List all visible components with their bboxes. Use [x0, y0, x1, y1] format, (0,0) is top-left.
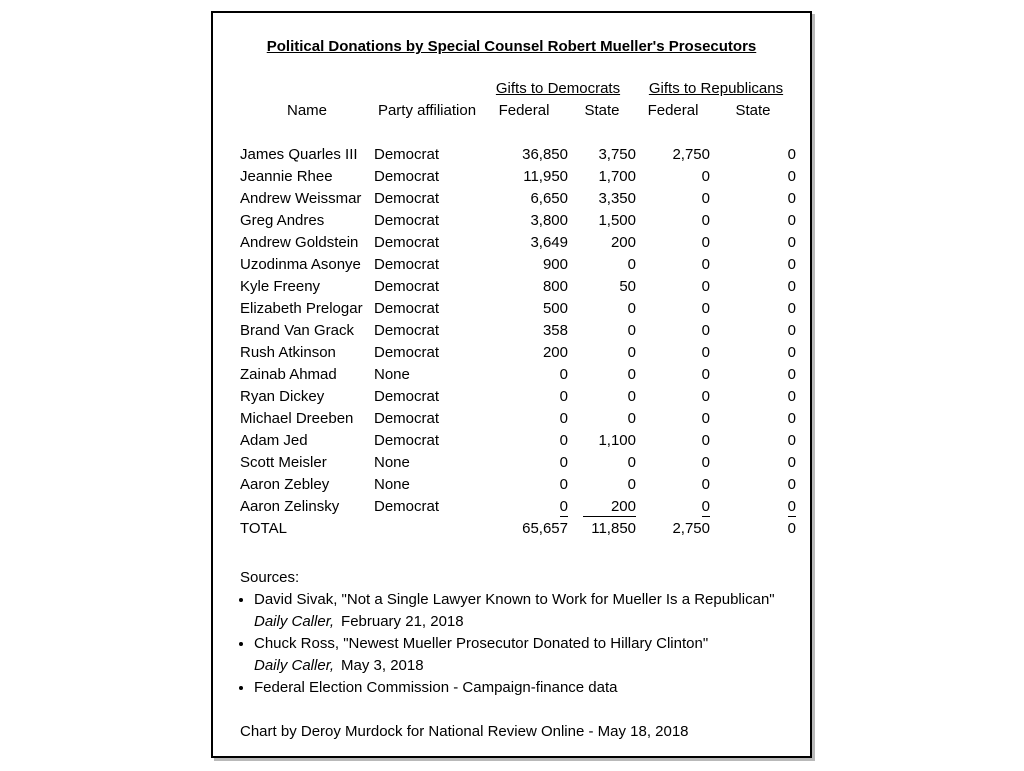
- group-header-row: [240, 78, 796, 100]
- dem-federal-cell: 0: [559, 476, 568, 493]
- name-cell: Greg Andres: [240, 212, 325, 229]
- rep-federal-cell: 0: [701, 168, 710, 185]
- chart-frame: [211, 11, 812, 758]
- column-header-rep-federal: Federal: [647, 102, 699, 119]
- dem-state-cell: 0: [627, 256, 636, 273]
- rep-federal-cell: 0: [701, 344, 710, 361]
- dem-state-cell: 1,700: [598, 168, 636, 185]
- group-header-republicans: Gifts to Republicans: [648, 80, 784, 97]
- source-item: [254, 589, 810, 633]
- rep-federal-cell: 0: [701, 256, 710, 273]
- table-row: [240, 452, 796, 474]
- source-publication: Daily Caller,: [254, 613, 335, 630]
- table-row: [240, 386, 796, 408]
- source-citation: [254, 655, 810, 677]
- table-row: [240, 430, 796, 452]
- table-row: [240, 320, 796, 342]
- rep-state-cell: 0: [787, 344, 796, 361]
- empty-cell: [240, 78, 374, 100]
- table-row: [240, 210, 796, 232]
- chart-title: Political Donations by Special Counsel Robert Mueller's Prosecutors: [266, 38, 757, 55]
- dem-state-cell: 0: [627, 344, 636, 361]
- rep-federal-cell: 0: [701, 190, 710, 207]
- dem-federal-cell: 0: [559, 410, 568, 427]
- underlined-value: 200: [583, 497, 636, 517]
- table-row: [240, 474, 796, 496]
- rep-state-cell: 0: [787, 388, 796, 405]
- table-row: [240, 276, 796, 298]
- table-row: [240, 364, 796, 386]
- rep-state-cell: [710, 496, 796, 518]
- party-cell: Democrat: [374, 344, 440, 361]
- rep-state-cell: 0: [787, 454, 796, 471]
- dem-state-cell: 0: [627, 454, 636, 471]
- rep-federal-cell: 0: [701, 322, 710, 339]
- empty-cell: [374, 78, 480, 100]
- rep-federal-cell: 0: [701, 476, 710, 493]
- party-cell: Democrat: [374, 278, 440, 295]
- name-cell: Adam Jed: [240, 432, 308, 449]
- dem-state-cell: 0: [627, 366, 636, 383]
- dem-federal-cell: 900: [542, 256, 568, 273]
- dem-federal-cell: 36,850: [522, 146, 568, 163]
- party-cell: Democrat: [374, 190, 440, 207]
- party-cell: Democrat: [374, 410, 440, 427]
- name-cell: Aaron Zebley: [240, 476, 330, 493]
- rep-state-cell: 0: [787, 476, 796, 493]
- dem-federal-cell: 3,800: [530, 212, 568, 229]
- total-rep-federal-cell: 2,750: [672, 520, 710, 537]
- rep-state-cell: 0: [787, 234, 796, 251]
- rep-federal-cell: 0: [701, 432, 710, 449]
- column-header-party: Party affiliation: [377, 102, 477, 119]
- party-cell: Democrat: [374, 168, 440, 185]
- rep-state-cell: 0: [787, 190, 796, 207]
- dem-federal-cell: 358: [542, 322, 568, 339]
- rep-state-cell: 0: [787, 212, 796, 229]
- rep-federal-cell: 0: [701, 454, 710, 471]
- name-cell: Kyle Freeny: [240, 278, 321, 295]
- dem-state-cell: 0: [627, 410, 636, 427]
- column-header-row: [240, 100, 796, 122]
- dem-federal-cell: 3,649: [530, 234, 568, 251]
- table-row: [240, 144, 796, 166]
- rep-federal-cell: 0: [701, 410, 710, 427]
- dem-federal-cell: [480, 496, 568, 518]
- dem-federal-cell: 6,650: [530, 190, 568, 207]
- rep-federal-cell: 0: [701, 366, 710, 383]
- dem-federal-cell: 0: [559, 454, 568, 471]
- table-row: [240, 166, 796, 188]
- dem-state-cell: 200: [610, 234, 636, 251]
- name-cell: Scott Meisler: [240, 454, 327, 471]
- source-line: • Federal Election Commission - Campaign-finance data: [254, 679, 618, 696]
- name-cell: Brand Van Grack: [240, 322, 354, 339]
- rep-state-cell: 0: [787, 278, 796, 295]
- total-label-cell: TOTAL: [240, 520, 287, 537]
- dem-state-cell: 3,750: [598, 146, 636, 163]
- dem-state-cell: 0: [627, 476, 636, 493]
- spacer-row: [240, 122, 796, 144]
- column-header-dem-state: State: [584, 102, 620, 119]
- sources-section: [240, 567, 810, 699]
- underlined-value: 0: [787, 498, 796, 515]
- underlined-value: 0: [559, 498, 568, 515]
- rep-state-cell: 0: [787, 146, 796, 163]
- rep-federal-cell: 0: [701, 388, 710, 405]
- total-dem-federal-cell: 65,657: [522, 520, 568, 537]
- rep-federal-cell: [636, 496, 710, 518]
- name-cell: Michael Dreeben: [240, 410, 354, 427]
- name-cell: Andrew Weissmar: [240, 190, 362, 207]
- source-line: • Chuck Ross, "Newest Mueller Prosecutor Donated to Hillary Clinton": [254, 635, 709, 652]
- total-dem-state-cell: 11,850: [591, 520, 636, 537]
- name-cell: James Quarles III: [240, 146, 358, 163]
- column-header-name: Name: [286, 102, 327, 119]
- table-row: [240, 254, 796, 276]
- column-header-dem-federal: Federal: [498, 102, 550, 119]
- party-cell: Democrat: [374, 388, 440, 405]
- name-cell: Elizabeth Prelogar: [240, 300, 363, 317]
- dem-state-cell: 3,350: [598, 190, 636, 207]
- rep-state-cell: 0: [787, 432, 796, 449]
- source-line: • David Sivak, "Not a Single Lawyer Known to Work for Mueller Is a Republican": [254, 591, 775, 608]
- rep-state-cell: 0: [787, 300, 796, 317]
- sources-heading: Sources:: [240, 569, 300, 586]
- rep-federal-cell: 0: [701, 300, 710, 317]
- party-cell: Democrat: [374, 300, 440, 317]
- rep-state-cell: 0: [787, 322, 796, 339]
- name-cell: Zainab Ahmad: [240, 366, 337, 383]
- rep-state-cell: 0: [787, 410, 796, 427]
- attribution-footer: Chart by Deroy Murdock for National Review Online - May 18, 2018: [240, 723, 689, 740]
- empty-cell: [240, 122, 796, 144]
- name-cell: Jeannie Rhee: [240, 168, 333, 185]
- empty-cell: [374, 518, 480, 540]
- rep-state-cell: 0: [787, 256, 796, 273]
- donations-table: [240, 78, 796, 540]
- dem-federal-cell: 11,950: [523, 168, 568, 185]
- party-cell: Democrat: [374, 212, 440, 229]
- dem-federal-cell: 0: [559, 366, 568, 383]
- name-cell: Rush Atkinson: [240, 344, 336, 361]
- party-cell: Democrat: [374, 234, 440, 251]
- party-cell: Democrat: [374, 256, 440, 273]
- table-row-subtotal-rule: [240, 496, 796, 518]
- column-header-rep-state: State: [735, 102, 771, 119]
- dem-federal-cell: 200: [542, 344, 568, 361]
- party-cell: Democrat: [374, 432, 440, 449]
- party-cell: Democrat: [374, 322, 440, 339]
- dem-federal-cell: 500: [542, 300, 568, 317]
- dem-federal-cell: 0: [559, 388, 568, 405]
- total-rep-state-cell: 0: [787, 520, 796, 537]
- party-cell: Democrat: [374, 498, 440, 515]
- dem-federal-cell: 800: [542, 278, 568, 295]
- rep-state-cell: 0: [787, 168, 796, 185]
- dem-state-cell: 0: [627, 388, 636, 405]
- party-cell: Democrat: [374, 146, 440, 163]
- rep-federal-cell: 0: [701, 234, 710, 251]
- party-cell: None: [374, 454, 410, 471]
- rep-federal-cell: 2,750: [672, 146, 710, 163]
- source-date: May 3, 2018: [341, 657, 424, 674]
- source-publication: Daily Caller,: [254, 657, 335, 674]
- source-date: February 21, 2018: [341, 613, 464, 630]
- source-item: [254, 633, 810, 677]
- underlined-value: 0: [701, 498, 710, 515]
- dem-state-cell: 0: [627, 322, 636, 339]
- table-row: [240, 298, 796, 320]
- total-row: [240, 518, 796, 540]
- party-cell: None: [374, 476, 410, 493]
- name-cell: Uzodinma Asonye: [240, 256, 361, 273]
- dem-state-cell: 50: [619, 278, 636, 295]
- party-cell: None: [374, 366, 410, 383]
- table-row: [240, 408, 796, 430]
- sources-list: [240, 589, 810, 699]
- dem-state-cell: 0: [627, 300, 636, 317]
- table-row: [240, 342, 796, 364]
- name-cell: Aaron Zelinsky: [240, 498, 340, 515]
- source-citation: [254, 611, 810, 633]
- dem-federal-cell: 0: [559, 432, 568, 449]
- dem-state-cell: 1,500: [598, 212, 636, 229]
- rep-federal-cell: 0: [701, 278, 710, 295]
- dem-state-cell: 1,100: [598, 432, 636, 449]
- table-row: [240, 188, 796, 210]
- name-cell: Andrew Goldstein: [240, 234, 359, 251]
- table-row: [240, 232, 796, 254]
- source-item: [254, 677, 810, 699]
- rep-state-cell: 0: [787, 366, 796, 383]
- name-cell: Ryan Dickey: [240, 388, 325, 405]
- dem-state-cell: [568, 496, 636, 518]
- rep-federal-cell: 0: [701, 212, 710, 229]
- group-header-democrats: Gifts to Democrats: [495, 80, 621, 97]
